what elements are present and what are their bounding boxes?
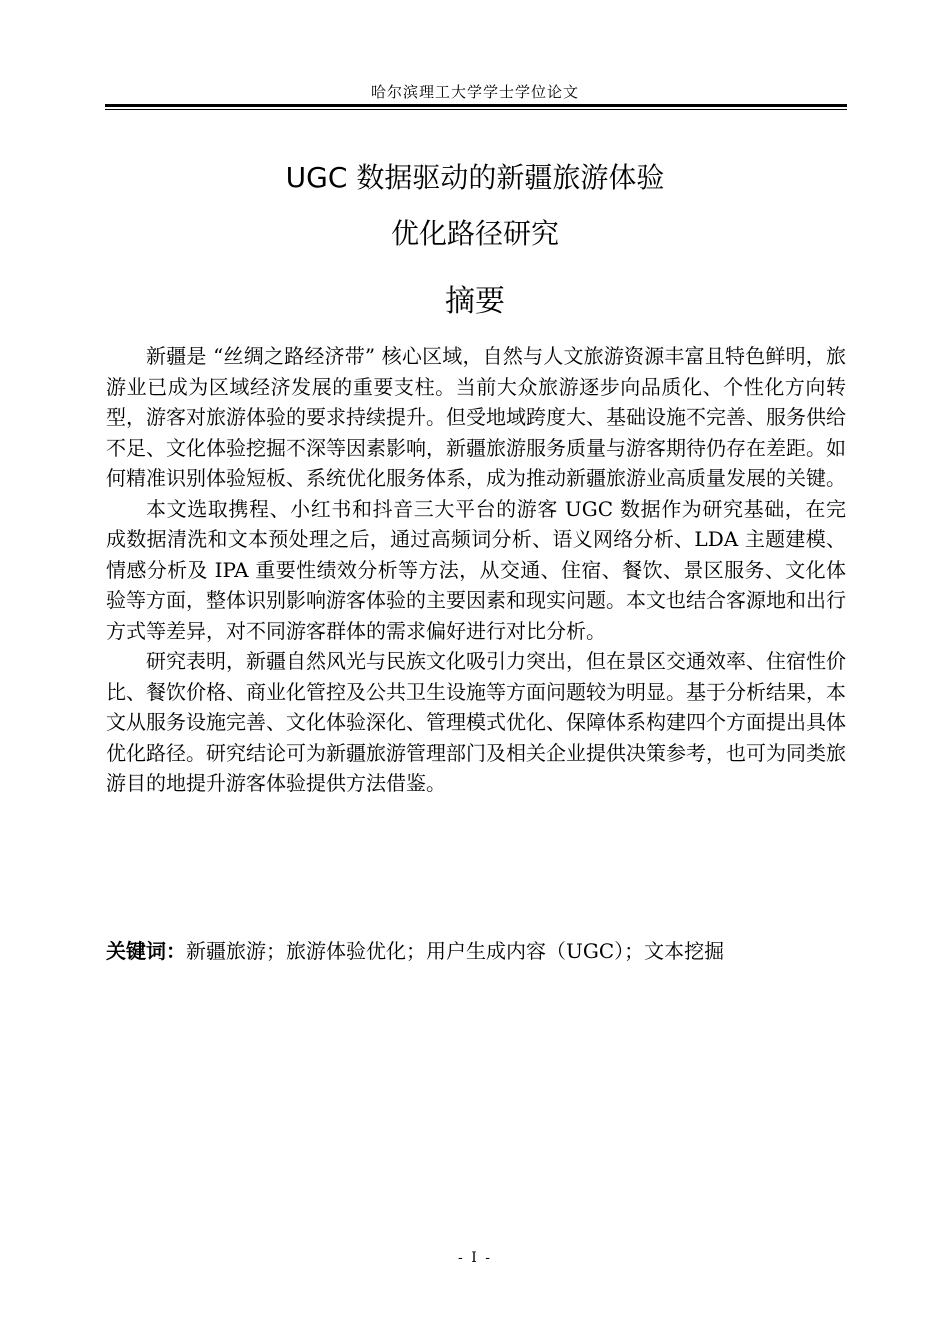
keywords-text: 新疆旅游；旅游体验优化；用户生成内容（UGC）；文本挖掘 <box>186 939 725 963</box>
thesis-title-line-2: 优化路径研究 <box>390 217 559 250</box>
abstract-body <box>106 341 846 799</box>
running-header: 哈尔滨理工大学学士学位论文 <box>370 83 579 101</box>
abstract-paragraph-2: 本文选取携程、小红书和抖音三大平台的游客 UGC 数据作为研究基础，在完成数据清洗和文本预处理之后，通过高频词分析、语义网络分析、LDA 主题建模、情感分析及 IPA 重要性绩效分析等方法，从交通、住宿、餐饮、景区服务、文化体验等方面，整体识别影响游客体验的主要因素和现实问题。本文也结合客源地和出行方式等差异，对不同游客群体的需求偏好进行对比分析。 <box>106 496 846 643</box>
abstract-heading: 摘要 <box>445 284 505 319</box>
abstract-paragraph-1: 新疆是 “丝绸之路经济带” 核心区域，自然与人文旅游资源丰富且特色鲜明，旅游业已成为区域经济发展的重要支柱。当前大众旅游逐步向品质化、个性化方向转型，游客对旅游体验的要求持续提升。但受地域跨度大、基础设施不完善、服务供给不足、文化体验挖掘不深等因素影响，新疆旅游服务质量与游客期待仍存在差距。如何精准识别体验短板、系统优化服务体系，成为推动新疆旅游业高质量发展的关键。 <box>106 344 846 490</box>
abstract-paragraph-3: 研究表明，新疆自然风光与民族文化吸引力突出，但在景区交通效率、住宿性价比、餐饮价格、商业化管控及公共卫生设施等方面问题较为明显。基于分析结果，本文从服务设施完善、文化体验深化、管理模式优化、保障体系构建四个方面提出具体优化路径。研究结论可为新疆旅游管理部门及相关企业提供决策参考，也可为同类旅游目的地提升游客体验提供方法借鉴。 <box>106 649 846 795</box>
keywords-label: 关键词： <box>106 939 186 963</box>
page-number: - I - <box>458 1250 492 1266</box>
header-rule-thin <box>105 109 847 110</box>
thesis-title-line-1: UGC 数据驱动的新疆旅游体验 <box>285 161 665 194</box>
keywords-line <box>106 936 846 966</box>
header-rule-thick <box>105 104 847 107</box>
